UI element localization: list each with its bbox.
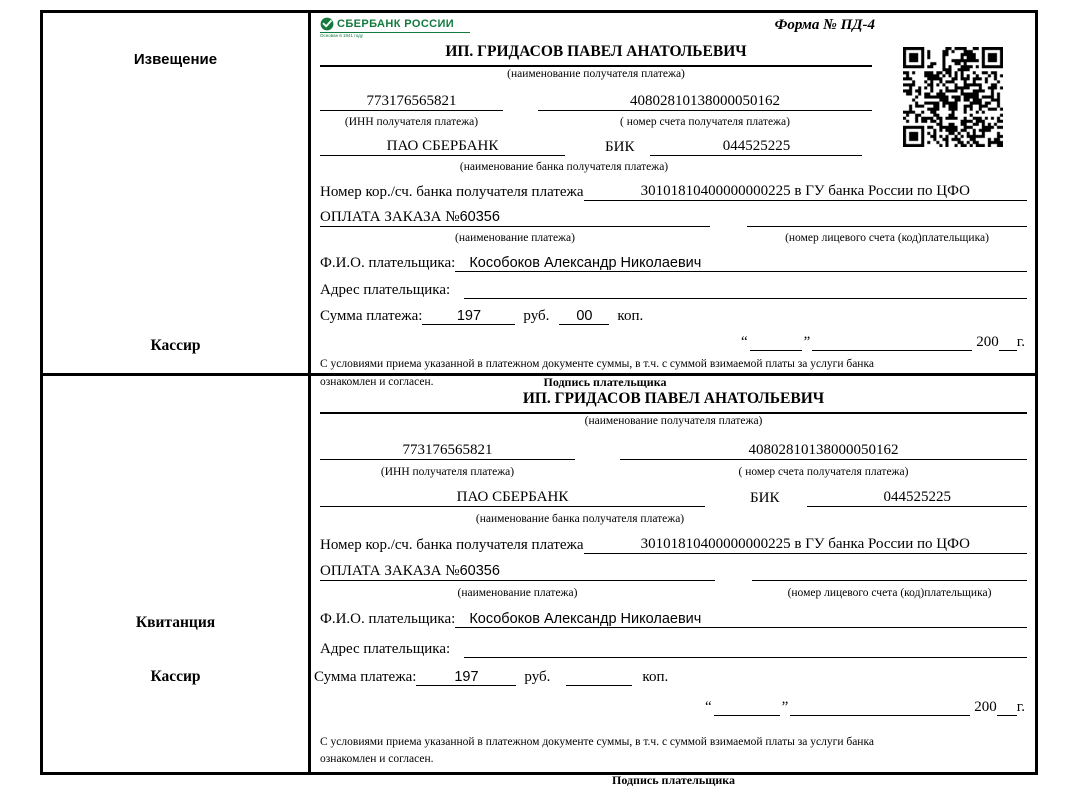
payer-address-label: Адрес плательщика:: [320, 282, 451, 298]
bik-label: БИК: [605, 139, 635, 155]
cashier-label: Кассир: [150, 668, 201, 685]
date-month-field: [812, 330, 972, 351]
sum-label: Сумма платежа:: [320, 308, 423, 324]
personal-account-field: [747, 204, 1027, 227]
kop-label: коп.: [617, 308, 644, 324]
bank-name-caption: (наименование банка получателя платежа): [475, 513, 685, 526]
payer-signature-label: Подпись плательщика: [612, 772, 735, 787]
account-caption: ( номер счета получателя платежа): [738, 466, 909, 479]
recipient-name-caption: (наименование получателя платежа): [507, 68, 685, 80]
payment-purpose-caption: (наименование платежа): [457, 587, 578, 600]
recipient-name-caption: (наименование получателя платежа): [584, 415, 763, 427]
terms-text: [320, 734, 1027, 769]
bik-label: БИК: [750, 490, 780, 506]
kop-label: коп.: [642, 669, 669, 685]
personal-account-caption: (номер лицевого счета (код)плательщика): [785, 232, 989, 245]
sberbank-coin-icon: [320, 17, 334, 31]
sberbank-logo-subtitle: Основан в 1841 году: [320, 33, 364, 38]
payer-signature-label: Подпись плательщика: [543, 375, 667, 390]
qr-code: [903, 47, 1003, 147]
pd4-payment-form: [40, 10, 1038, 787]
date-month-field: [790, 695, 970, 716]
year-prefix: 200: [974, 699, 997, 715]
sum-kop-value: 00: [559, 308, 609, 325]
corr-account-value: 30101810400000000225 в ГУ банка России по ЦФО: [584, 183, 1027, 201]
year-suffix: г.: [1016, 699, 1025, 715]
bank-name-value: ПАО СБЕРБАНК: [320, 489, 705, 507]
notice-label: Извещение: [133, 51, 218, 68]
payment-purpose-value: 60356: [459, 209, 500, 225]
corr-account-label: Номер кор./сч. банка получателя платежа: [320, 184, 584, 200]
payment-purpose-label: ОПЛАТА ЗАКАЗА №: [320, 209, 460, 225]
payer-address-label: Адрес плательщика:: [320, 641, 451, 657]
quote-open: “: [740, 334, 748, 350]
notice-stub: [43, 13, 311, 373]
corr-account-label: Номер кор./сч. банка получателя платежа: [320, 537, 584, 553]
bik-value: 044525225: [807, 489, 1027, 507]
notice-section: [43, 13, 1035, 390]
date-day-field: [750, 330, 802, 351]
payment-purpose-caption: (наименование платежа): [455, 232, 575, 245]
payer-address-value: [464, 277, 1027, 299]
account-caption: ( номер счета получателя платежа): [620, 116, 790, 129]
payer-name-label: Ф.И.О. плательщика:: [320, 611, 456, 627]
inn-value: 773176565821: [320, 93, 503, 111]
recipient-name: ИП. ГРИДАСОВ ПАВЕЛ АНАТОЛЬЕВИЧ: [320, 390, 1027, 414]
sberbank-logo-text: СБЕРБАНК РОССИИ: [337, 18, 455, 30]
rub-label: руб.: [523, 308, 550, 324]
year-suffix: г.: [1016, 334, 1025, 350]
terms-line2: ознакомлен и согласен.: [320, 376, 434, 388]
bik-value: 044525225: [650, 138, 862, 156]
account-value: 40802810138000050162: [538, 93, 872, 111]
sum-rub-value: 197: [416, 669, 516, 686]
rub-label: руб.: [524, 669, 551, 685]
year-field: [997, 695, 1017, 716]
terms-line1: С условиями приема указанной в платежном документе суммы, в т.ч. с суммой взимаемой платы за услуги банка: [320, 358, 874, 370]
quote-close: ”: [803, 334, 811, 350]
inn-caption: (ИНН получателя платежа): [380, 466, 515, 479]
inn-value: 773176565821: [320, 442, 575, 460]
bank-name-value: ПАО СБЕРБАНК: [320, 138, 565, 156]
sum-rub-value: 197: [422, 308, 515, 325]
form-number-label: Форма № ПД-4: [774, 17, 875, 33]
sberbank-logo: [320, 17, 470, 38]
payer-name-label: Ф.И.О. плательщика:: [320, 255, 456, 271]
receipt-fields: [311, 376, 1035, 787]
receipt-stub: [43, 376, 311, 772]
terms-line2: ознакомлен и согласен.: [320, 753, 434, 766]
receipt-label: Квитанция: [135, 614, 216, 631]
bank-name-caption: (наименование банка получателя платежа): [459, 161, 669, 174]
sum-label: Сумма платежа:: [314, 669, 417, 685]
personal-account-caption: (номер лицевого счета (код)плательщика): [787, 587, 992, 600]
terms-line1: С условиями приема указанной в платежном документе суммы, в т.ч. с суммой взимаемой платы за услуги банка: [320, 736, 874, 748]
year-field: [999, 330, 1017, 351]
year-prefix: 200: [976, 334, 999, 350]
inn-caption: (ИНН получателя платежа): [344, 116, 479, 129]
account-value: 40802810138000050162: [620, 442, 1027, 460]
sum-kop-value: [566, 685, 632, 686]
quote-open: “: [704, 699, 712, 715]
corr-account-value: 30101810400000000225 в ГУ банка России по ЦФО: [584, 536, 1027, 554]
payer-address-value: [464, 636, 1027, 658]
date-day-field: [714, 695, 780, 716]
payment-purpose-value: 60356: [459, 563, 500, 579]
payment-purpose-label: ОПЛАТА ЗАКАЗА №: [320, 563, 460, 579]
cashier-label: Кассир: [150, 337, 201, 354]
notice-fields: [311, 13, 1035, 390]
recipient-name: ИП. ГРИДАСОВ ПАВЕЛ АНАТОЛЬЕВИЧ: [320, 43, 872, 67]
quote-close: ”: [781, 699, 789, 715]
payer-name-value: Кособоков Александр Николаевич: [455, 611, 1027, 628]
payer-name-value: Кособоков Александр Николаевич: [455, 255, 1027, 272]
personal-account-field: [752, 558, 1027, 581]
receipt-section: [43, 376, 1035, 787]
